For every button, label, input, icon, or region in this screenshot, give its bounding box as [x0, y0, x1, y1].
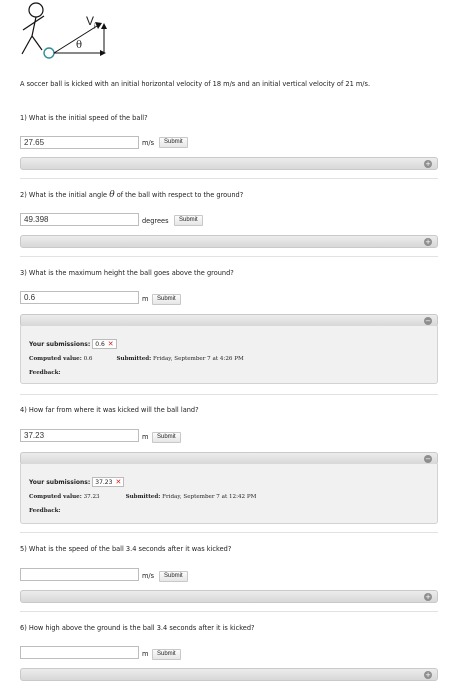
question-5-submit-button[interactable]: Submit: [159, 571, 188, 582]
question-5-feedback-bar[interactable]: [20, 590, 438, 603]
question-5-unit: m/s: [142, 572, 155, 580]
submissions-row: Your submissions: 37.23 ✕: [29, 477, 124, 487]
question-2-text: 2) What is the initial angle θ of the ball with respect to the ground?: [20, 190, 244, 200]
divider: [20, 611, 438, 612]
velocity-label: $V_i$: [86, 14, 96, 31]
kicker-diagram: [18, 2, 128, 68]
question-4-answer-input[interactable]: 37.23: [20, 429, 139, 442]
question-1-answer-input[interactable]: 27.65: [20, 136, 139, 149]
question-4-text: 4) How far from where it was kicked will the ball land?: [20, 406, 199, 414]
question-1-unit: m/s: [142, 139, 155, 147]
problem-statement: A soccer ball is kicked with an initial horizontal velocity of 18 m/s and an initial vertical velocity of 21 m/s.: [20, 80, 371, 88]
feedback-label: Feedback:: [29, 508, 61, 514]
kicker-figure-drawing: [18, 2, 128, 68]
angle-label: θ: [76, 40, 83, 51]
question-3-feedback-panel: [20, 326, 438, 384]
submission-value: 0.6 ✕: [92, 339, 116, 349]
question-2-submit-button[interactable]: Submit: [174, 215, 203, 226]
divider: [20, 256, 438, 257]
question-6-answer-input[interactable]: [20, 646, 139, 659]
expand-icon[interactable]: +: [425, 238, 431, 246]
collapse-icon[interactable]: −: [425, 317, 431, 325]
question-4-feedback-panel: [20, 464, 438, 524]
question-4-unit: m: [142, 433, 149, 441]
question-6-text: 6) How high above the ground is the ball 3.4 seconds after it is kicked?: [20, 624, 255, 632]
computed-row: Computed value: 0.6 Submitted: Friday, September 7 at 4:26 PM: [29, 356, 244, 362]
question-4-submit-button[interactable]: Submit: [152, 432, 181, 443]
question-3-submit-button[interactable]: Submit: [152, 294, 181, 305]
divider: [20, 178, 438, 179]
question-3-text: 3) What is the maximum height the ball goes above the ground?: [20, 269, 234, 277]
incorrect-icon: ✕: [115, 478, 122, 486]
question-2-unit: degrees: [142, 217, 169, 225]
question-3-unit: m: [142, 295, 149, 303]
question-6-submit-button[interactable]: Submit: [152, 649, 181, 660]
feedback-label: Feedback:: [29, 370, 61, 376]
question-5-answer-input[interactable]: [20, 568, 139, 581]
question-1-feedback-bar[interactable]: [20, 157, 438, 170]
expand-icon[interactable]: +: [425, 160, 431, 168]
question-1-text: 1) What is the initial speed of the ball?: [20, 114, 148, 122]
question-6-unit: m: [142, 650, 149, 658]
expand-icon[interactable]: +: [425, 593, 431, 601]
question-2-answer-input[interactable]: 49.398: [20, 213, 139, 226]
collapse-icon[interactable]: −: [425, 455, 431, 463]
divider: [20, 394, 438, 395]
expand-icon[interactable]: +: [425, 671, 431, 679]
incorrect-icon: ✕: [107, 340, 114, 348]
question-6-feedback-bar[interactable]: [20, 668, 438, 681]
question-3-answer-input[interactable]: 0.6: [20, 291, 139, 304]
submission-value: 37.23 ✕: [92, 477, 124, 487]
question-1-submit-button[interactable]: Submit: [159, 137, 188, 148]
submissions-row: Your submissions: 0.6 ✕: [29, 339, 117, 349]
question-2-feedback-bar[interactable]: [20, 235, 438, 248]
question-5-text: 5) What is the speed of the ball 3.4 seconds after it was kicked?: [20, 545, 232, 553]
computed-row: Computed value: 37.23 Submitted: Friday, September 7 at 12:42 PM: [29, 494, 257, 500]
divider: [20, 532, 438, 533]
